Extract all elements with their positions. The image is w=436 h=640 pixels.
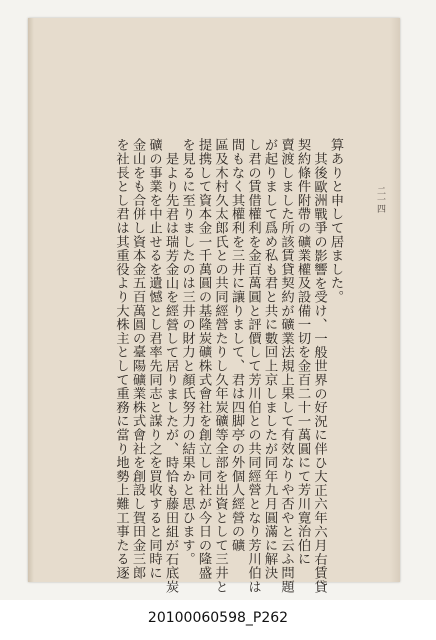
text-column: 算ありと申して居ました。: [328, 138, 343, 304]
text-column: 間もなく其權利を三井に讓りまして、君は四脚亭の外個人經營の礦: [229, 138, 244, 552]
vertical-text-block: [112, 138, 343, 594]
text-column: 是より先君は瑞芳金山を經營して居りましたが、時恰も藤田組が石底炭: [163, 152, 178, 594]
text-column: 金山をも合併し資本金五百萬圓の臺陽礦業株式會社を創設し賀田金三郎: [130, 138, 145, 580]
text-column: 其後歐洲戰爭の影響を受け、一般世界の好況に伴ひ大正六年六月右賃貸: [311, 152, 327, 594]
text-column: を見るに至りましたのは三井の財力と顏氏努力の結果かと思ひます。: [179, 138, 195, 566]
text-column: 區及木村久太郎氏との共同經營たりし久年炭礦等全部を出資として三井と: [212, 138, 228, 594]
image-caption: 20100060598_P262: [147, 610, 289, 626]
page-edge: [390, 18, 400, 582]
page-number: 二一四: [375, 186, 385, 213]
text-column: 礦の事業を中止せるを遺憾とし君率先同志と謀り之を買收すると同時に: [146, 138, 162, 580]
binding-shadow: [28, 18, 34, 582]
text-column: が起りまして爲め私も君と共に數回上京しましたが同年九月圓滿に解決: [262, 138, 277, 580]
text-column: 賣渡しました所該賃貸契約が礦業法規上果して有效なりや否やと云ふ問題: [278, 138, 294, 594]
book-page: [28, 18, 400, 594]
text-column: 契約條件附帶の礦業權及設備一切を金百二十一萬圓にて芳川寛治伯に: [295, 138, 310, 566]
text-column: し君の賃借權利を金百萬圓と評價して芳川伯との共同經營となり芳川伯は: [245, 138, 261, 594]
text-column: 提携して資本金一千萬圓の基隆炭礦株式會社を創立し同社が今日の隆盛: [196, 138, 211, 580]
text-column: を社長とし君は其重役より大株主として重務に當り地勢上難工事たる逐: [113, 138, 129, 580]
